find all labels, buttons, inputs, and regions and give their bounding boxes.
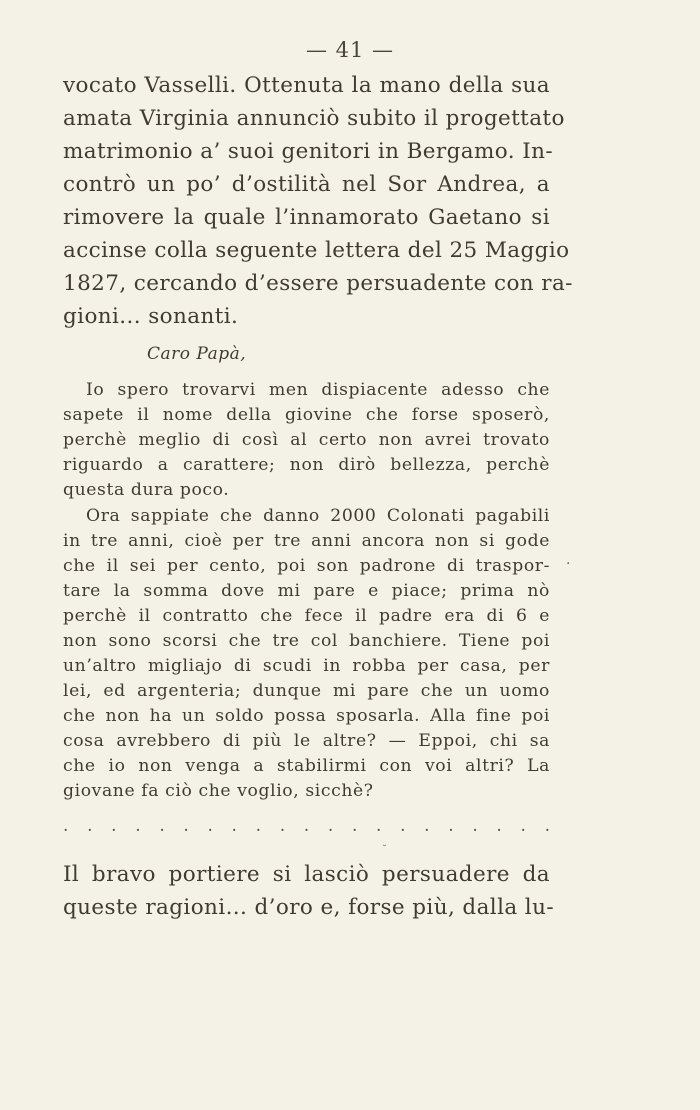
- margin-mark: ·: [566, 556, 571, 572]
- letter-line: Ora sappiate che danno 2000 Colonati pagabili: [86, 506, 550, 526]
- ellipsis-dot: .: [448, 816, 454, 836]
- ellipsis-dot: .: [544, 816, 550, 836]
- letter-line: lei, ed argenteria; dunque mi pare che un uomo: [63, 681, 550, 701]
- ellipsis-dot: .: [135, 816, 141, 836]
- letter-line: perchè meglio di così al certo non avrei trovato: [63, 430, 550, 450]
- paragraph-line: 1827, cercando d’essere persuadente con ra-: [63, 271, 573, 296]
- ellipsis-dot: .: [496, 816, 502, 836]
- letter-line: che non ha un soldo possa sposarla. Alla fine poi: [63, 706, 550, 726]
- paragraph-line: rimovere la quale l’innamorato Gaetano si: [63, 205, 550, 230]
- letter-line: che io non venga a stabilirmi con voi altri? La: [63, 756, 550, 776]
- ellipsis-dot: .: [351, 816, 358, 836]
- ellipsis-dot: .: [424, 816, 430, 836]
- ellipsis-dot: .: [63, 816, 69, 836]
- ellipsis-dot: .: [472, 816, 478, 836]
- ellipsis-dots: [63, 816, 550, 836]
- letter-line: questa dura poco.: [63, 480, 230, 500]
- ellipsis-dot: .: [400, 816, 406, 836]
- ellipsis-dot: .: [279, 816, 286, 836]
- printer-mark: ˘: [382, 845, 387, 856]
- ellipsis-dot: .: [303, 816, 310, 836]
- paragraph-line: matrimonio a’ suoi genitori in Bergamo. In-: [63, 139, 554, 164]
- letter-line: cosa avrebbero di più le altre? — Eppoi, chi sa: [63, 731, 550, 751]
- letter-line: giovane fa ciò che voglio, sicchè?: [63, 781, 374, 801]
- ellipsis-dot: .: [183, 816, 189, 836]
- paragraph-line: queste ragioni... d’oro e, forse più, dalla lu-: [63, 895, 554, 920]
- paragraph-line: amata Virginia annunciò subito il progettato: [63, 106, 565, 131]
- ellipsis-dot: .: [255, 816, 262, 836]
- paragraph-line: accinse colla seguente lettera del 25 Maggio: [63, 238, 570, 263]
- ellipsis-dot: .: [376, 816, 382, 836]
- letter-line: perchè il contratto che fece il padre era di 6 e: [63, 606, 550, 626]
- letter-line: Io spero trovarvi men dispiacente adesso che: [86, 380, 550, 400]
- ellipsis-dot: .: [231, 816, 237, 836]
- paragraph-line: vocato Vasselli. Ottenuta la mano della sua: [63, 73, 550, 98]
- ellipsis-dot: .: [520, 816, 526, 836]
- paragraph-line: gioni... sonanti.: [63, 304, 239, 329]
- page-number: — 41 —: [305, 38, 395, 62]
- letter-line: non sono scorsi che tre col banchiere. Tiene poi: [63, 631, 550, 651]
- letter-line: un’altro migliajo di scudi in robba per casa, per: [63, 656, 550, 676]
- letter-salutation: Caro Papà,: [147, 344, 247, 364]
- letter-line: sapete il nome della giovine che forse sposerò,: [63, 405, 550, 425]
- ellipsis-dot: .: [159, 816, 165, 836]
- paragraph-line: contrò un po’ d’ostilità nel Sor Andrea, a: [63, 172, 550, 197]
- paragraph-line: Il bravo portiere si lasciò persuadere da: [63, 862, 550, 887]
- ellipsis-dot: .: [87, 816, 93, 836]
- ellipsis-dot: .: [207, 816, 213, 836]
- ellipsis-dot: .: [111, 816, 117, 836]
- letter-line: in tre anni, cioè per tre anni ancora non si gode: [63, 531, 550, 551]
- ellipsis-dot: .: [327, 816, 334, 836]
- letter-line: riguardo a carattere; non dirò bellezza, perchè: [63, 455, 550, 475]
- letter-line: che il sei per cento, poi son padrone di traspor-: [63, 556, 550, 576]
- letter-line: tare la somma dove mi pare e piace; prima nò: [63, 581, 550, 601]
